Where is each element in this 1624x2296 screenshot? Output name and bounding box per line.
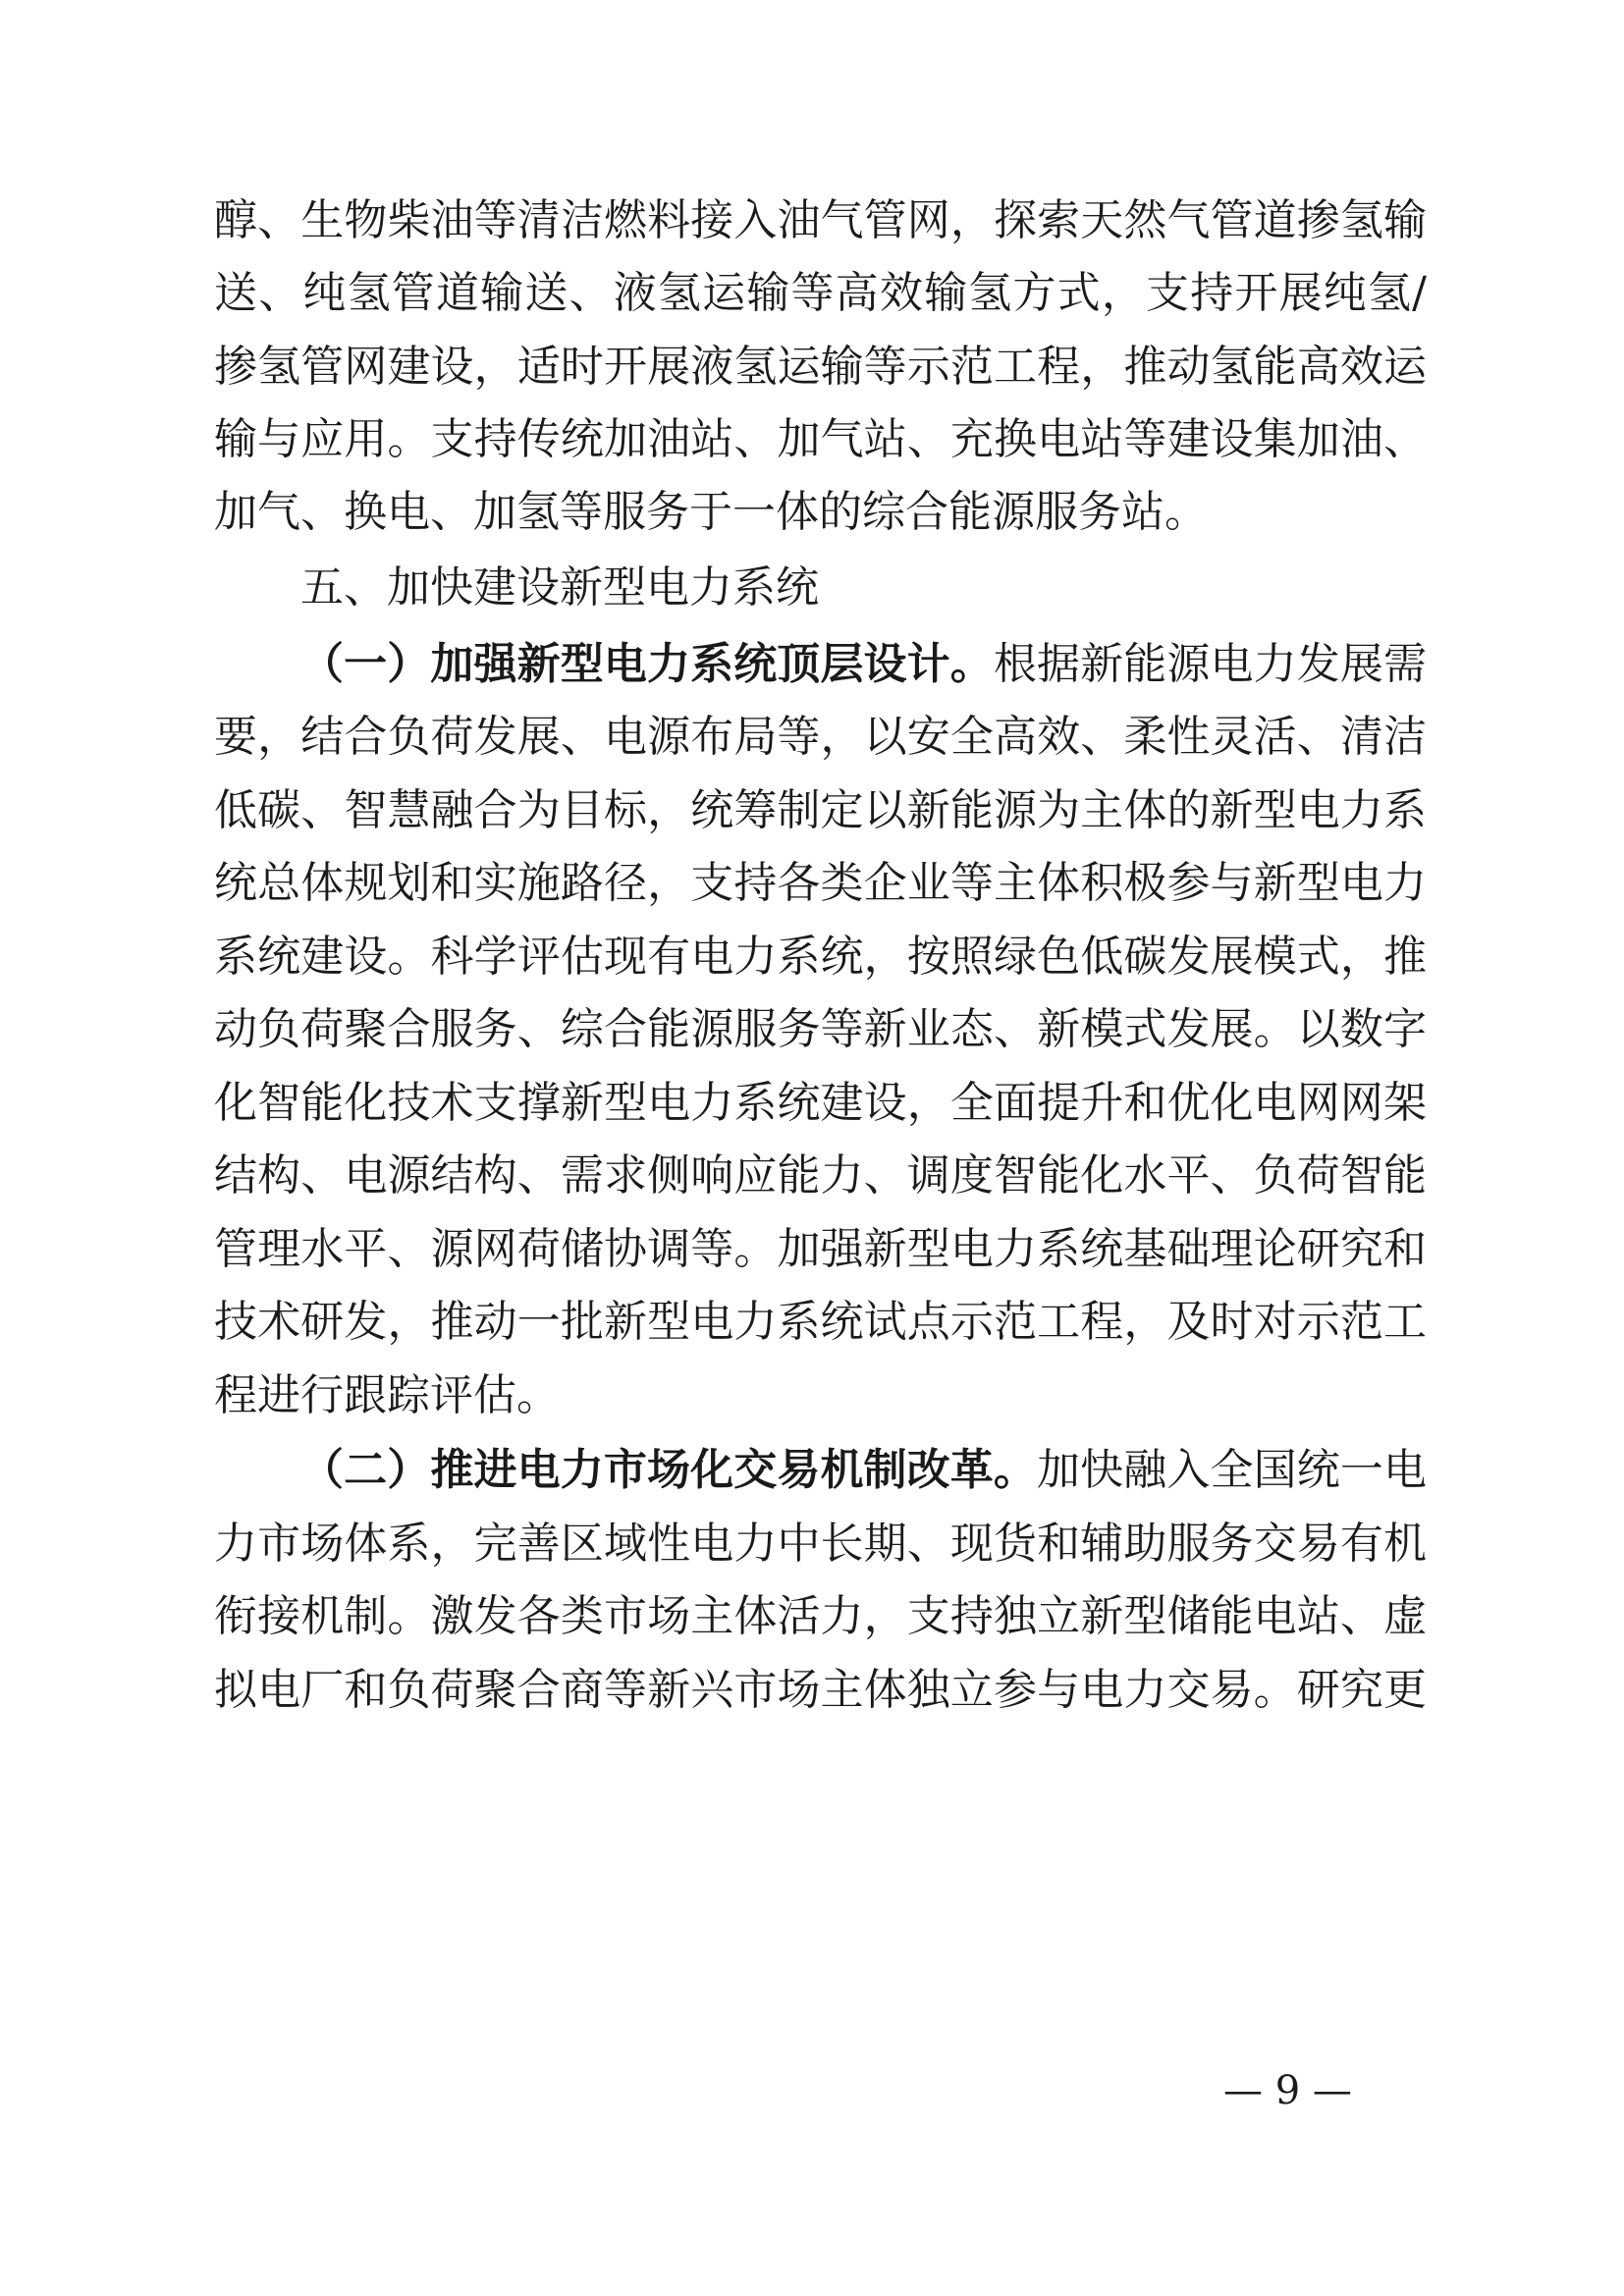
section-heading: 五、加快建设新型电力系统: [300, 562, 819, 613]
paragraph-line: 加气、换电、加氢等服务于一体的综合能源服务站。: [214, 487, 1208, 537]
page-number: — 9 —: [1223, 2068, 1352, 2113]
subsection-2-first-line: [300, 1431, 1427, 1510]
paragraph-line: 醇、生物柴油等清洁燃料接入油气管网，探索天然气管道掺氢输: [214, 195, 1427, 245]
paragraph-line: 拟电厂和负荷聚合商等新兴市场主体独立参与电力交易。研究更: [214, 1665, 1427, 1715]
paragraph-line: 程进行跟踪评估。: [214, 1370, 560, 1420]
paragraph-line: 管理水平、源网荷储协调等。加强新型电力系统基础理论研究和: [214, 1224, 1427, 1274]
paragraph-line: 送、纯氢管道输送、液氢运输等高效输氢方式，支持开展纯氢/: [214, 268, 1427, 318]
paragraph-line: 系统建设。科学评估现有电力系统，按照绿色低碳发展模式，推: [214, 932, 1427, 982]
paragraph-line: 结构、电源结构、需求侧响应能力、调度智能化水平、负荷智能: [214, 1150, 1427, 1201]
paragraph-line: 力市场体系，完善区域性电力中长期、现货和辅助服务交易有机: [214, 1519, 1427, 1569]
paragraph-line: 统总体规划和实施路径，支持各类企业等主体积极参与新型电力: [214, 858, 1427, 908]
paragraph-line: 化智能化技术支撑新型电力系统建设，全面提升和优化电网网架: [214, 1078, 1427, 1128]
paragraph-line: 低碳、智慧融合为目标，统筹制定以新能源为主体的新型电力系: [214, 785, 1427, 835]
paragraph-line: 动负荷聚合服务、综合能源服务等新业态、新模式发展。以数字: [214, 1004, 1427, 1054]
paragraph-line: 输与应用。支持传统加油站、加气站、充换电站等建设集加油、: [214, 414, 1427, 464]
paragraph-line: 技术研发，推动一批新型电力系统试点示范工程，及时对示范工: [214, 1297, 1427, 1347]
paragraph-line: 掺氢管网建设，适时开展液氢运输等示范工程，推动氢能高效运: [214, 342, 1427, 392]
paragraph-line: 衔接机制。激发各类市场主体活力，支持独立新型储能电站、虚: [214, 1591, 1427, 1641]
subsection-2-title: （二）推进电力市场化交易机制改革。: [300, 1445, 1038, 1495]
subsection-1-first-line-text: 根据新能源电力发展需: [993, 639, 1428, 689]
subsection-2-first-line-text: 加快融入全国统一电: [1037, 1445, 1428, 1495]
subsection-1-first-line: [300, 625, 1427, 704]
paragraph-line: 要，结合负荷发展、电源布局等，以安全高效、柔性灵活、清洁: [214, 712, 1427, 762]
subsection-1-title: （一）加强新型电力系统顶层设计。: [300, 639, 994, 689]
